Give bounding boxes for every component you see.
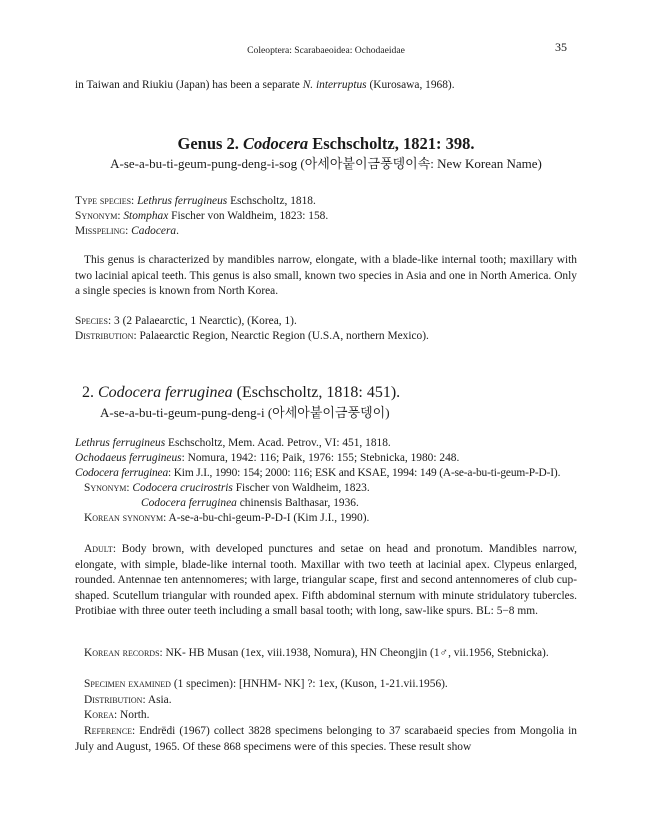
genus-description: This genus is characterized by mandibles narrow, elongate, with a blade-like internal tooth; maxillary with two lacinial apical teeth. This genus is also small, known two species in Asia and one in North America. Only a single species is known from North Korea. [75,254,577,297]
intro-line [75,78,577,93]
korean-records-label: Korean records [84,647,160,659]
type-species-name: Lethrus ferrugineus [137,195,228,207]
species-synonym-name: Codocera ferruginea [141,497,237,509]
citation-name: Ochodaeus ferrugineus [75,452,182,464]
page-number: 35 [555,40,567,54]
adult-text: Body brown, with developed punctures and setae on head and pronotum. Mandibles narrow, elongate, with simple, blade-like internal tooth. Maxillar with two teeth at lacinial apex. Clypeus enlarged, rounded. Antennae ten antennomeres; with large, triangular scape, first and second antennomeres of club cup-shaped. Scutellum triangular with rounded apex. Fifth abdominal sternum with minute stridulatory tubercles. Protibiae with three outer teeth including a small basal tooth; with long, saw-like spurs. BL: 5−8 mm. [75,543,578,618]
species-synonym-line [75,496,577,511]
species-citations [75,436,577,526]
intro-text-a: in Taiwan and Riukiu (Japan) has been a separate [75,79,303,91]
species-synonym-name: Codocera crucirostris [132,482,233,494]
reference-label: Reference [84,725,133,737]
type-species-label: Type species [75,195,132,207]
citation-reference: Eschscholtz, Mem. Acad. Petrov., VI: 451, 1818. [165,437,391,449]
reference-value: Endrëdi (1967) collect 3828 specimens belonging to 37 scarabaeid species from Mongolia in July and August, 1965. Of these 868 specimens were of this species. These result show [75,725,578,753]
korean-records-value: NK- HB Musan (1ex, viii.1938, Nomura), HN Cheongjin (1♂, vii.1956, Stebnicka). [165,647,549,659]
species-count-label: Species [75,315,109,327]
species-synonym-line: Synonym: Codocera crucirostris Fischer von Waldheim, 1823. [84,482,370,494]
type-species-line: Type species: Lethrus ferrugineus Eschscholtz, 1818. [75,195,316,207]
genus-korean-name: A-se-a-bu-ti-geum-pung-deng-i-sog (아세아붙이금풍뎅이속: New Korean Name) [110,156,542,171]
genus-synonym-line: Synonym: Stomphax Fischer von Waldheim, 1823: 158. [75,210,329,222]
species-synonym-author: chinensis Balthasar, 1936. [236,497,359,509]
running-head: Coleoptera: Scarabaeoidea: Ochodaeidae [247,45,405,56]
specimen-label: Specimen examined [84,678,171,690]
species-distribution-value: Asia. [147,693,172,706]
genus-metadata [75,194,577,239]
species-distribution-label: Distribution [84,693,143,706]
species-korean-name: A-se-a-bu-ti-geum-pung-deng-i (아세아붙이금풍뎅이) [100,405,390,420]
adult-label: Adult [84,543,113,555]
misspeling-period: . [176,225,179,237]
citation-reference: : Kim J.I., 1990: 154; 2000: 116; ESK and KSAE, 1994: 149 (A-se-a-bu-ti-geum-P-D-I). [168,467,561,479]
species-number: 2. [82,384,94,401]
intro-text-b: (Kurosawa, 1968). [366,79,455,91]
genus-species-distribution [75,314,577,344]
misspeling-name: Cadocera [131,225,177,237]
korea-line: Korea: North. [84,709,150,721]
species-name: Codocera ferruginea [98,384,233,401]
genus-synonym-label: Synonym [75,210,118,222]
citation-line [75,436,577,451]
korea-label: Korea [84,709,115,721]
genus-heading [0,136,652,151]
species-author: (Eschscholtz, 1818: 451). [232,384,401,401]
citation-line [75,466,577,481]
korean-synonym-label: Korean synonym [84,512,164,524]
genus-heading-author: Eschscholtz, 1821: 398. [308,134,475,153]
adult-description: Adult: Body brown, with developed punctures and setae on head and pronotum. Mandibles narrow, elongate, with simple, blade-like internal tooth. Maxillar with two teeth at lacinial apex. Clypeus enlarged, rounded. Antennae ten antennomeres; with large, triangular scape, first and second antennomeres of club cup-shaped. Scutellum triangular with rounded apex. Fifth abdominal sternum with minute stridulatory tubercles. Protibiae with three outer teeth including a small basal tooth; with long, saw-like spurs. BL: 5−8 mm. [75,543,578,618]
citation-name: Codocera ferruginea [75,467,169,479]
genus-heading-name: Codocera [243,134,309,153]
species-heading [82,385,400,400]
specimen-value: (1 specimen): [HNHM- NK] ?: 1ex, (Kuson, 1-21.vii.1956). [173,678,448,690]
genus-heading-number: Genus 2. [177,134,244,153]
citation-name: Lethrus ferrugineus [75,437,166,449]
korean-synonym-value: A-se-a-bu-chi-geum-P-D-I (Kim J.I., 1990). [168,512,370,524]
korean-records: Korean records: NK- HB Musan (1ex, viii.1938, Nomura), HN Cheongjin (1♂, vii.1956, Stebnicka). [84,647,549,659]
korean-synonym-line: Korean synonym: A-se-a-bu-chi-geum-P-D-I (Kim J.I., 1990). [84,512,370,524]
species-count-value: 3 (2 Palaearctic, 1 Nearctic), (Korea, 1). [114,315,297,327]
species-distribution-line: Distribution: Asia. [84,693,172,706]
citation-line [75,451,577,466]
species-synonym-author: Fischer von Waldheim, 1823. [232,482,370,494]
intro-species-name: N. interruptus [302,79,367,91]
genus-synonym-author: Fischer von Waldheim, 1823: 158. [168,210,329,222]
misspeling-line: Misspeling: Cadocera. [75,225,179,237]
genus-synonym-name: Stomphax [123,210,169,222]
misspeling-label: Misspeling [75,225,126,237]
species-facts [75,677,577,724]
citation-reference: : Nomura, 1942: 116; Paik, 1976: 155; Stebnicka, 1980: 248. [181,452,460,464]
genus-distribution-line: Distribution: Palaearctic Region, Nearctic Region (U.S.A, northern Mexico). [75,330,429,342]
genus-distribution-value: Palaearctic Region, Nearctic Region (U.S.A, northern Mexico). [139,330,429,342]
species-synonym-label: Synonym [84,482,127,494]
specimen-line [75,677,577,693]
species-count-line: Species: 3 (2 Palaearctic, 1 Nearctic), (Korea, 1). [75,315,297,327]
reference-paragraph: Reference: Endrëdi (1967) collect 3828 specimens belonging to 37 scarabaeid species from Mongolia in July and August, 1965. Of these 868 specimens were of this species. These result show [75,725,578,753]
type-species-author: Eschscholtz, 1818. [227,195,316,207]
genus-distribution-label: Distribution [75,330,134,342]
korea-value: North. [120,709,150,721]
